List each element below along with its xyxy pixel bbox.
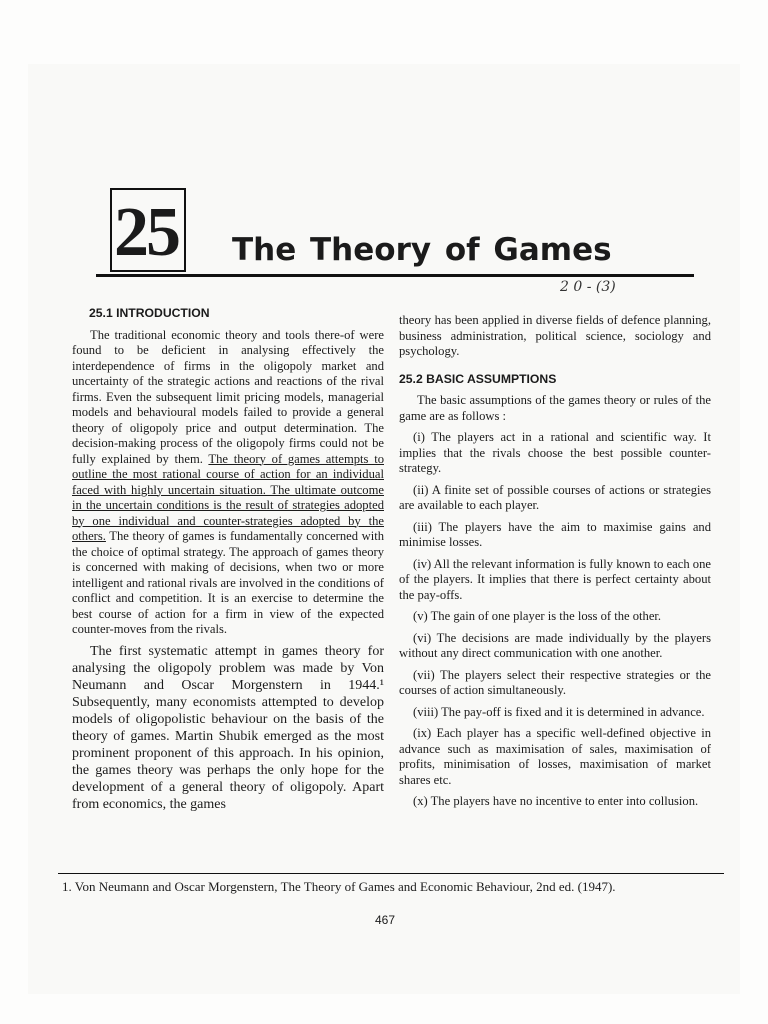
assumption-item: (viii) The pay-off is fixed and it is determined in advance. — [413, 704, 705, 719]
handwritten-annotation: 2 0 - (3) — [560, 279, 616, 295]
footnote: 1. Von Neumann and Oscar Morgenstern, The Theory of Games and Economic Behaviour, 2nd ed. (1947). — [62, 879, 616, 894]
footnote-rule — [58, 873, 724, 874]
section-heading-assumptions: 25.2 BASIC ASSUMPTIONS — [399, 371, 557, 386]
assumption-item: (iv) All the relevant information is fully known to each one of the players. It implies that there is perfect certainty about the pay-offs. — [399, 556, 711, 602]
underlined-passage: The theory of games attempts to outline the most rational course of action for an individual faced with highly uncertain situation. The ultimate outcome in the uncertain conditions is the result of strategies adopted by one individual and counter-strategies adopted by the others. — [72, 451, 384, 543]
right-column — [399, 313, 711, 810]
page-number: 467 — [374, 913, 396, 927]
intro-paragraph-1-text: The traditional economic theory and tools there-of were found to be deficient in analysing effectively the interdependence of firms in the oligopoly market and uncertainty of the strategic actions and reactions of the rival firms. Even the subsequent limit pricing models, managerial models and behavioural models failed to provide a general theory of oligopoly price and output determination. The decision-making process of the oligopoly firms could not be fully explained by them. — [72, 327, 384, 466]
assumption-item: (ii) A finite set of possible courses of actions or strategies are available to each player. — [399, 482, 711, 512]
assumptions-intro: The basic assumptions of the games theory or rules of the game are as follows : — [399, 393, 711, 423]
title-rule — [96, 274, 694, 277]
assumption-item: (i) The players act in a rational and scientific way. It implies that the rivals choose the best possible counter-strategy. — [399, 430, 711, 475]
section-heading-introduction: 25.1 INTRODUCTION — [89, 306, 210, 320]
assumption-item: (ix) Each player has a specific well-defined objective in advance such as maximisation of sales, maximisation of profits, minimisation of losses, maximisation of market shares etc. — [399, 726, 711, 787]
chapter-number: 25 — [114, 194, 178, 271]
assumption-item: (x) The players have no incentive to enter into collusion. — [413, 794, 699, 808]
left-column — [72, 306, 384, 813]
intro-paragraph-2: The first systematic attempt in games theory for analysing the oligopoly problem was made by Von Neumann and Oscar Morgenstern in 1944.¹ Subsequently, many economists attempted to develop models of oligopolistic behaviour on the basis of the theory of games. Martin Shubik emerged as the most prominent proponent of this approach. In his opinion, the games theory was perhaps the only hope for the development of a general theory of oligopoly. Apart from economics, the games — [72, 643, 384, 812]
assumption-item: (iii) The players have the aim to maximise gains and minimise losses. — [399, 519, 711, 549]
assumption-item: (vi) The decisions are made individually by the players without any direct communication with one another. — [399, 630, 711, 660]
intro-paragraph-1 — [72, 328, 384, 638]
intro-paragraph-1-rest: The theory of games is fundamentally concerned with the choice of optimal strategy. The approach of games theory is concerned with making of decisions, when two or more intelligent and rational rivals are involved in the conditions of conflict and competition. It is an exercise to determine the best course of action for a firm in view of the expected counter-moves from the rivals. — [72, 529, 385, 636]
assumption-item: (v) The gain of one player is the loss of the other. — [413, 609, 662, 623]
assumption-item: (vii) The players select their respective strategies or the courses of action simultaneously. — [399, 667, 711, 697]
chapter-title: The Theory of Games — [232, 232, 612, 268]
continuation-paragraph: theory has been applied in diverse fields of defence planning, business administration, political science, sociology and psychology. — [399, 313, 711, 358]
